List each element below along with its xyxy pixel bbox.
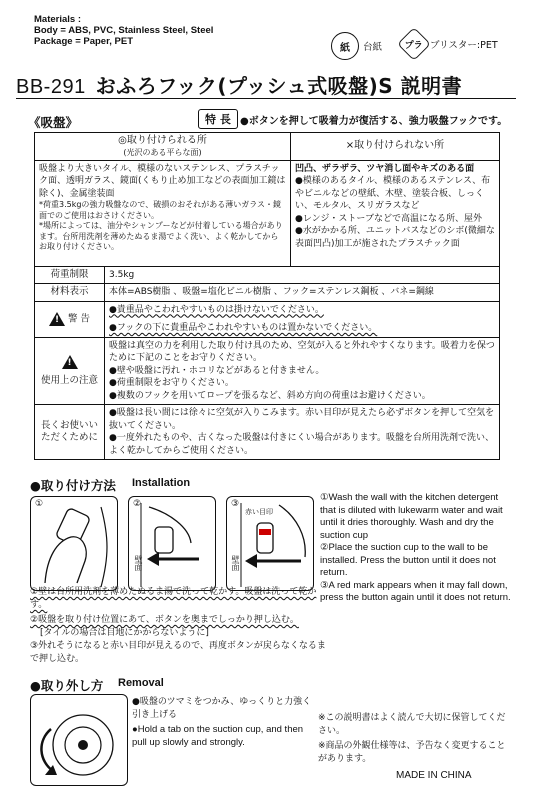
ng-body-cell bbox=[291, 160, 500, 266]
caution-label: 使用上の注意 bbox=[40, 374, 98, 386]
ng-header-cell bbox=[291, 133, 500, 161]
spec-table bbox=[34, 132, 500, 460]
materials-package: Package = Paper, PET bbox=[34, 36, 134, 47]
long-use-item: ●一度外れたものや、古くなった吸盤は付きにくい場合があります。吸盤を台所用洗剤で洗い、よく乾かしてからご使用ください。 bbox=[109, 433, 494, 456]
install-steps-jp bbox=[30, 586, 330, 666]
install-step-3-figure bbox=[226, 496, 314, 591]
caution-item: ●荷重制限をお守りください。 bbox=[109, 378, 234, 388]
load-label: 荷重制限 bbox=[35, 266, 105, 284]
feature-badge: 特 長 bbox=[198, 109, 238, 129]
plastic-recycle-mark bbox=[402, 32, 498, 56]
ng-item: ●水がかかる所、ユニットバスなどのシボ(微細な表面凹凸)加工が施されたプラスチック面 bbox=[295, 226, 495, 249]
press-hook-illustration bbox=[129, 497, 215, 590]
warning-item: ●フックの下に貴重品やこわれやすいものは置かないでください。 bbox=[109, 323, 378, 333]
install-step-jp: [タイルの場合は目地にかからないように] bbox=[40, 628, 209, 638]
install-heading-jp: ●取り付け方法 bbox=[30, 478, 116, 493]
caution-label-cell bbox=[35, 337, 105, 405]
footer-note: ※商品の外観仕様等は、予告なく変更することがあります。 bbox=[318, 741, 506, 764]
pull-tab-illustration bbox=[31, 695, 127, 785]
removal-figure bbox=[30, 694, 128, 786]
material-label: 材料表示 bbox=[35, 284, 105, 302]
warning-body bbox=[105, 301, 500, 337]
footer-note: ※この説明書はよく読んで大切に保管してください。 bbox=[318, 713, 506, 736]
plastic-recycle-icon: プラ bbox=[397, 27, 431, 61]
red-mark-label: 赤い目印 bbox=[245, 508, 273, 516]
warning-label: 警 告 bbox=[68, 313, 91, 325]
ng-item: ●模様のあるタイル、模様のあるステンレス、布やビニルなどの壁紙、木壁、塗装合板、しっくい、モルタル、スリガラスなど bbox=[295, 176, 491, 211]
paper-recycle-icon: 紙 bbox=[331, 32, 359, 60]
removal-heading-en: Removal bbox=[118, 677, 164, 689]
install-step-jp: ①壁は台所用洗剤を薄めたぬるま湯で洗って乾かす。吸盤は洗って乾かす。 bbox=[30, 587, 317, 610]
plastic-recycle-label: ブリスター:PET bbox=[430, 40, 498, 51]
paper-recycle-mark bbox=[331, 32, 382, 60]
feature-text: ●ボタンを押して吸着力が復活する、強力吸盤フックです。 bbox=[240, 116, 508, 127]
install-heading-en: Installation bbox=[132, 477, 191, 489]
caution-body bbox=[105, 337, 500, 405]
materials-title: Materials : bbox=[34, 14, 81, 25]
step-number: ② bbox=[133, 499, 142, 509]
ok-body: 吸盤より大きいタイル、模様のないステンレス、プラスチック面、透明ガラス、鏡面(くもり止め加工などの表面加工鏡は除く)、金属塗装面 bbox=[39, 163, 286, 199]
long-use-label: 長くお使いいただくために bbox=[35, 405, 105, 460]
wall-label: 壁面 bbox=[134, 555, 143, 571]
caution-item: ●複数のフックを用いてロープを張るなど、斜め方向の荷重はお避けください。 bbox=[109, 390, 431, 401]
title-divider bbox=[16, 98, 516, 99]
ng-header: ×取り付けられない所 bbox=[345, 140, 445, 151]
footer-notes bbox=[318, 712, 514, 766]
suction-section-heading: 《吸盤》 bbox=[28, 115, 79, 130]
title-text: おふろフック(プッシュ式吸盤)S 説明書 bbox=[95, 74, 463, 98]
ok-note-2: *場所によっては、油分やシャンプーなどが付着している場合があります。台所用洗剤を薄めたぬるま湯でよく洗い、よく乾かしてからお取り付けください。 bbox=[39, 221, 283, 251]
install-step-jp: ②吸盤を取り付け位置にあて、ボタンを奥までしっかり押し込む。 bbox=[30, 615, 299, 625]
long-use-body bbox=[105, 405, 500, 460]
page-title bbox=[16, 70, 516, 99]
load-value: 3.5kg bbox=[105, 266, 500, 284]
ok-body-cell bbox=[35, 160, 291, 266]
materials-body: Body = ABS, PVC, Stainless Steel, Steel bbox=[34, 25, 214, 36]
install-steps-en bbox=[320, 492, 516, 605]
install-step-1-figure bbox=[30, 496, 118, 591]
ok-header-cell bbox=[35, 133, 291, 161]
install-step-en: ②Place the suction cup to the wall to be installed. Press the button until it does not return. bbox=[320, 542, 496, 578]
caution-item: ●壁や吸盤に汚れ・ホコリなどがあると付きません。 bbox=[109, 365, 325, 376]
install-step-jp: ③外れそうになると赤い目印が見えるので、再度ボタンが戻らなくなるまで押し込む。 bbox=[30, 641, 326, 664]
install-step-2-figure bbox=[128, 496, 216, 591]
install-step-en: ③A red mark appears when it may fall down, press the button again until it does not return. bbox=[320, 579, 511, 603]
material-value: 本体=ABS樹脂 、吸盤=塩化ビニル樹脂 、フック=ステンレス鋼板 、バネ=鋼線 bbox=[105, 284, 500, 302]
removal-text-jp: ●吸盤のツマミをつかみ、ゆっくりと力強く引き上げる bbox=[132, 697, 312, 720]
warning-icon bbox=[49, 312, 65, 326]
step-number: ③ bbox=[231, 499, 240, 509]
install-step-en: ①Wash the wall with the kitchen detergent that is diluted with lukewarm water and wait until it dries thoroughly. Wash and dry the suction cup bbox=[320, 492, 503, 541]
ng-lead: 凹凸、ザラザラ、ツヤ消し面やキズのある面 bbox=[295, 163, 475, 174]
wall-label: 壁面 bbox=[231, 555, 240, 571]
made-in-label: MADE IN CHINA bbox=[396, 770, 472, 781]
ok-note-1: *荷重3.5kgの強力吸盤なので、破損のおそれがある薄いガラス・鏡面でのご使用はおさけください。 bbox=[39, 200, 282, 220]
paper-recycle-label: 台紙 bbox=[363, 42, 383, 53]
materials-block bbox=[34, 14, 213, 47]
warning-label-cell bbox=[35, 301, 105, 337]
ng-item: ●レンジ・ストーブなどで高温になる所、屋外 bbox=[295, 213, 482, 224]
step-number: ① bbox=[35, 499, 44, 509]
caution-item: 吸盤は真空の力を利用した取り付け具のため、空気が入ると外れやすくなります。吸着力を保つために下記のことをお守りください。 bbox=[109, 340, 495, 363]
removal-heading-jp: ●取り外し方 bbox=[30, 678, 104, 693]
removal-text-en: ●Hold a tab on the suction cup, and then pull up slowly and strongly. bbox=[132, 724, 304, 748]
long-use-item: ●吸盤は長い間には徐々に空気が入りこみます。赤い目印が見えたら必ずボタンを押して空気を抜いてください。 bbox=[109, 408, 495, 431]
sponge-hand-illustration bbox=[31, 497, 117, 590]
warning-item: ●貴重品やこわれやすいものは掛けないでください。 bbox=[109, 304, 324, 315]
ok-header: ◎取り付けられる所 bbox=[118, 135, 207, 146]
product-code: BB-291 bbox=[16, 76, 86, 98]
ok-subheader: (光沢のある平らな面) bbox=[123, 147, 202, 157]
caution-icon bbox=[62, 355, 78, 369]
